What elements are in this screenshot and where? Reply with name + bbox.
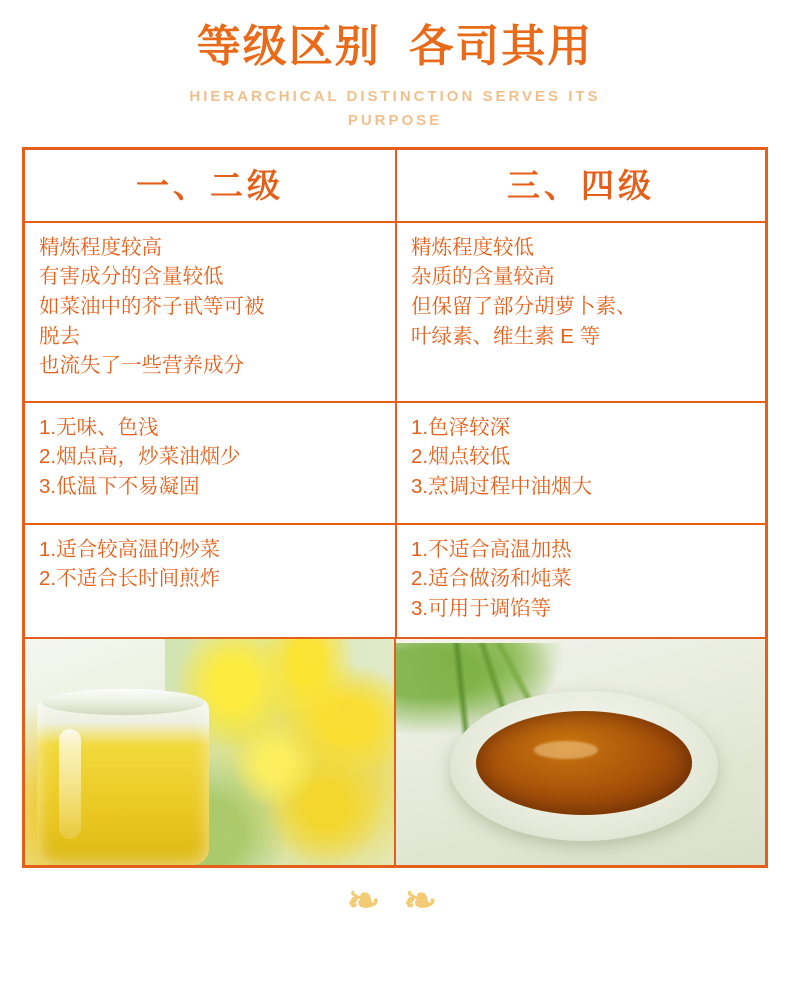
cell-text: [411, 413, 751, 502]
text-line: 1.不适合高温加热: [411, 537, 572, 561]
column-header-label: 一、二级: [136, 166, 284, 204]
text-line: 脱去: [39, 324, 80, 348]
cell-text: [39, 535, 381, 594]
column-header-label: 三、四级: [507, 166, 655, 204]
dark-oil-bowl-photo: [394, 639, 765, 865]
page-title: 等级区别 各司其用: [196, 22, 594, 71]
cell-properties-left: [25, 403, 395, 523]
jar-lip: [41, 689, 205, 715]
table-image-row: [25, 637, 765, 865]
jar-highlight: [59, 729, 81, 839]
column-header-grade-1-2: [25, 150, 395, 221]
text-line: 2.烟点高，炒菜油烟少: [39, 445, 241, 469]
cell-refining-description-right: [395, 223, 765, 401]
text-line: 如菜油中的芥子甙等可被: [39, 295, 265, 319]
text-line: 3.烹调过程中油烟大: [411, 475, 593, 499]
glass-bowl: [450, 691, 718, 841]
cell-refining-description-left: [25, 223, 395, 401]
text-line: 3.低温下不易凝固: [39, 475, 200, 499]
cell-properties-right: [395, 403, 765, 523]
cell-text: [411, 233, 751, 352]
cell-usage-right: [395, 525, 765, 637]
oil-jar: [37, 699, 209, 865]
photo-background: [396, 639, 765, 865]
cell-usage-left: [25, 525, 395, 637]
text-line: 1.色泽较深: [411, 415, 511, 439]
text-line: 叶绿素、维生素 E 等: [411, 324, 601, 348]
table-header-row: [25, 150, 765, 221]
text-line: 1.无味、色浅: [39, 415, 159, 439]
text-line: 2.烟点较低: [411, 445, 511, 469]
page-subtitle: HIERARCHICAL DISTINCTION SERVES ITS PURPOSE: [189, 87, 601, 129]
table-row: [25, 401, 765, 523]
text-line: 3.可用于调馅等: [411, 597, 552, 621]
comparison-table: [22, 147, 768, 868]
text-line: 杂质的含量较高: [411, 265, 555, 289]
dark-oil: [476, 711, 692, 815]
header: [0, 0, 790, 133]
text-line: 但保留了部分胡萝卜素、: [411, 295, 637, 319]
text-line: 精炼程度较高: [39, 235, 162, 259]
oil-highlight: [534, 741, 598, 759]
footer-ornament: ❧ ❧: [346, 878, 444, 923]
text-line: 2.适合做汤和炖菜: [411, 567, 572, 591]
table-row: [25, 221, 765, 401]
cell-text: [39, 413, 381, 502]
text-line: 1.适合较高温的炒菜: [39, 537, 221, 561]
rapeseed-oil-jar-photo: [25, 639, 394, 865]
cell-text: [39, 233, 381, 382]
column-header-grade-3-4: [395, 150, 765, 221]
text-line: 有害成分的含量较低: [39, 265, 224, 289]
text-line: 精炼程度较低: [411, 235, 534, 259]
photo-background: [25, 639, 394, 865]
table-row: [25, 523, 765, 637]
text-line: 也流失了一些营养成分: [39, 354, 244, 378]
text-line: 2.不适合长时间煎炸: [39, 567, 221, 591]
cell-text: [411, 535, 751, 624]
footer: [0, 868, 790, 923]
